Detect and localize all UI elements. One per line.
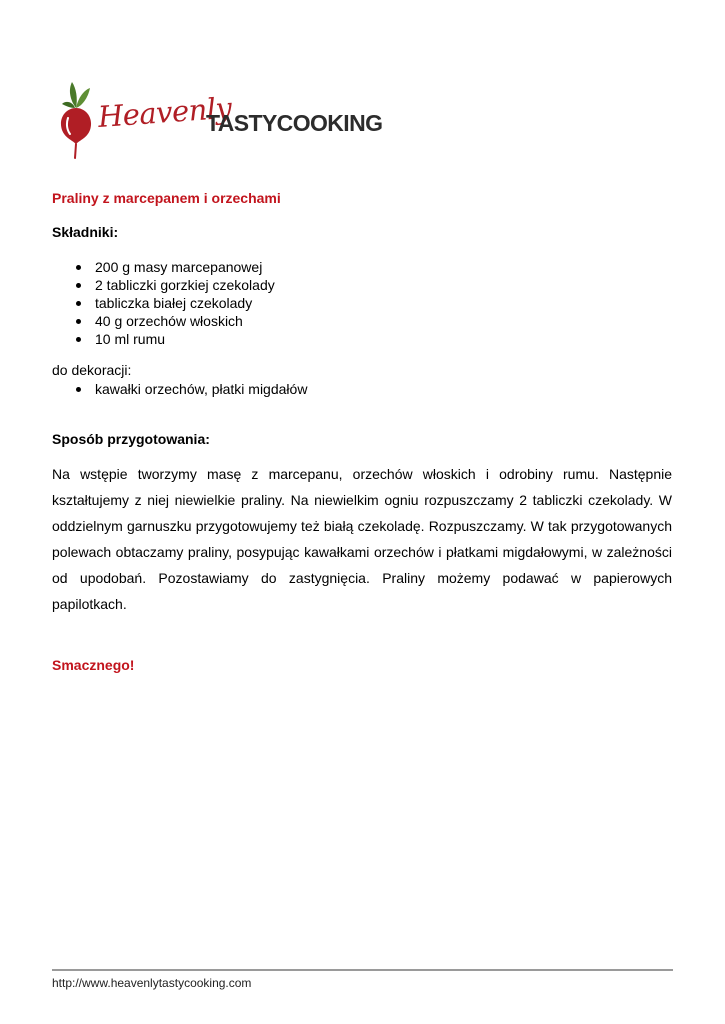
ingredient-item: tabliczka białej czekolady bbox=[52, 294, 275, 312]
footer-divider bbox=[52, 969, 673, 971]
logo-bold-text: TASTYCOOKING bbox=[206, 110, 383, 136]
ingredient-item: 10 ml rumu bbox=[52, 330, 275, 348]
closing-text: Smacznego! bbox=[52, 657, 135, 673]
ingredients-heading: Składniki: bbox=[52, 224, 119, 240]
footer-url[interactable]: http://www.heavenlytastycooking.com bbox=[52, 976, 252, 990]
ingredients-list bbox=[52, 258, 275, 348]
decoration-list bbox=[52, 380, 307, 398]
ingredient-item: 2 tabliczki gorzkiej czekolady bbox=[52, 276, 275, 294]
method-heading: Sposób przygotowania: bbox=[52, 431, 210, 447]
decoration-item: kawałki orzechów, płatki migdałów bbox=[52, 380, 307, 398]
ingredient-item: 200 g masy marcepanowej bbox=[52, 258, 275, 276]
decoration-label: do dekoracji: bbox=[52, 362, 132, 378]
site-logo bbox=[54, 78, 414, 160]
recipe-title: Praliny z marcepanem i orzechami bbox=[52, 190, 281, 206]
beet-icon bbox=[54, 78, 98, 160]
method-text: Na wstępie tworzymy masę z marcepanu, orzechów włoskich i odrobiny rumu. Następnie kształtujemy z niej niewielkie praliny. Na niewielkim ogniu rozpuszczamy 2 tabliczki czekolady. W oddzielnym garnuszku przygotowujemy też białą czekoladę. Rozpuszczamy. W tak przygotowanych polewach obtaczamy praliny, posypując kawałkami orzechów i płatkami migdałowymi, w zależności od upodobań. Pozostawiamy do zastygnięcia. Praliny możemy podawać w papierowych papilotkach. bbox=[52, 466, 672, 612]
ingredient-item: 40 g orzechów włoskich bbox=[52, 312, 275, 330]
logo-script-text: Heavenly bbox=[96, 90, 233, 134]
